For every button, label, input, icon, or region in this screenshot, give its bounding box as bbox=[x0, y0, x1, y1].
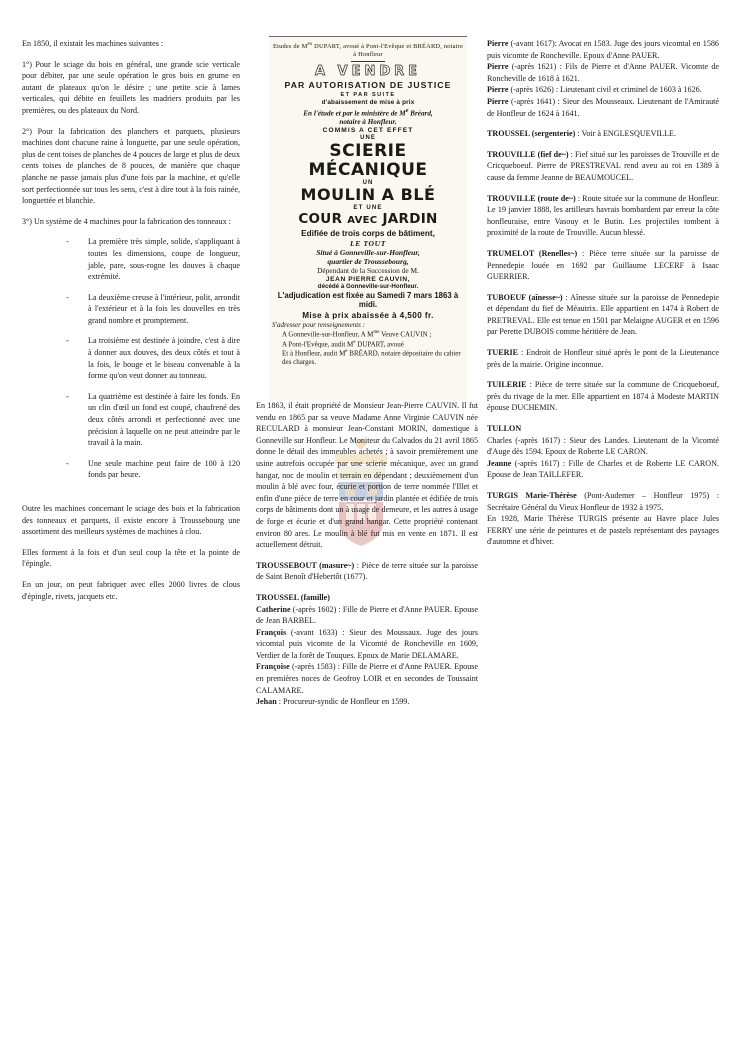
troussel-member-pierre-1626 bbox=[487, 84, 719, 96]
entry-headword: TULLON bbox=[487, 424, 522, 434]
ad-divider-rule bbox=[351, 61, 385, 62]
member-dates: (-après 1621) : bbox=[508, 62, 566, 72]
member-dates: (-après 1617) : bbox=[511, 435, 570, 445]
paragraph-intro: En 1850, il existait les machines suivantes : bbox=[22, 39, 164, 48]
list-item-text: La deuxième creuse à l'intérieur, polit, arrondit à l'extérieur et à la fois les douvelles en très grand nombre et promptement. bbox=[88, 292, 240, 325]
paragraph-item-1: 1°) Pour le sciage du bois en général, une grande scie verticale pour débiter, par une seule opération le gros bois en grume en autant de plateaux qu'on le désire ; une petite scie à lames verticales, qui débite en feuillets les madriers produits par les premières, ou des plateaux du Nord. bbox=[22, 59, 240, 115]
entry-separator: : bbox=[575, 129, 582, 139]
entry-separator: : bbox=[568, 149, 575, 159]
entry-separator: : bbox=[577, 248, 590, 258]
member-name: Pierre bbox=[487, 96, 509, 106]
troussel-member-pierre-1621 bbox=[487, 61, 719, 84]
ad-jean-pierre-cauvin: JEAN PIERRE CAUVIN, bbox=[325, 275, 411, 283]
entry-body: Voir à ENGLESQUEVILLE. bbox=[581, 129, 676, 139]
entry-headword: TROUSSEL (sergenterie) bbox=[487, 129, 576, 139]
middle-text-column bbox=[256, 400, 478, 708]
paragraph-en-un-jour: En un jour, on peut fabriquer avec elles 2000 livres de clous d'épingle, rivets, jacquets etc. bbox=[22, 579, 240, 601]
tullon-member-jeanne bbox=[487, 458, 719, 481]
ad-contact-2-text: A Pont-l'Evêque, audit M bbox=[282, 339, 354, 348]
paragraph-elles: Elles forment à la fois et d'un seul coup la tête et la pointe de l'épingle. bbox=[22, 547, 240, 569]
member-dates: (-après 1617) : bbox=[511, 458, 569, 468]
entry-body: Route située sur la commune de Honfleur. Le 19 janvier 1888, les artilleurs havrais bombardent par erreur la côte honfleuraise, entre Vasouy et le Butin. Les projectiles tombent à proximité de la route de Trouville. Aucun blessé. bbox=[487, 193, 720, 238]
entry-headword: TUILERIE bbox=[487, 380, 527, 390]
ad-article-une: UNE bbox=[360, 135, 376, 142]
entry-turgis bbox=[487, 490, 719, 513]
member-name: Pierre bbox=[487, 39, 509, 48]
troussel-member-pierre-1617 bbox=[487, 38, 719, 61]
right-text-column bbox=[487, 38, 719, 557]
ad-avec-word: AVEC bbox=[347, 215, 378, 227]
member-dates: (-après 1641) : bbox=[508, 96, 563, 106]
entry-trumelot bbox=[487, 248, 719, 283]
ad-contact-3 bbox=[272, 348, 464, 366]
ad-contact-1 bbox=[272, 329, 431, 339]
entry-tuerie bbox=[487, 347, 719, 370]
ad-adjudication-date: L'adjudication est fixée au Samedi 7 mars 1863 à midi. bbox=[277, 290, 459, 309]
ad-title-scierie-mecanique: SCIERIE MÉCANIQUE bbox=[308, 141, 428, 181]
left-text-column bbox=[22, 38, 240, 611]
member-dates: (-après 1626) : bbox=[508, 85, 561, 95]
member-name: Pierre bbox=[487, 85, 509, 95]
member-name: François bbox=[256, 627, 287, 637]
bullet-dash: - bbox=[66, 458, 69, 468]
bullet-dash: - bbox=[66, 292, 69, 302]
entry-headword: TROUVILLE (fief de~) bbox=[487, 149, 569, 159]
ad-en-letude: En l'étude et par le ministère de Me Bréard, bbox=[303, 108, 433, 118]
machine-bullet-list bbox=[22, 236, 240, 481]
ad-contact-3-end: BRÉARD, notaire dépositaire du cahier des charges. bbox=[282, 349, 461, 367]
list-item bbox=[22, 236, 240, 282]
ad-abaissement-mise-a-prix: d'abaissement de mise à prix bbox=[321, 99, 415, 107]
ad-contact-2-end: DUPART, avoué bbox=[355, 339, 404, 348]
entry-headword: TROUVILLE (route de~) bbox=[487, 193, 576, 203]
ad-contact-1-sup: me bbox=[373, 329, 380, 335]
entry-body: Pièce de terre située sur la paroisse de Saint Benoît d'Hebertôt (1677). bbox=[256, 560, 479, 582]
member-body: Procureur-syndic de Honfleur en 1599. bbox=[283, 697, 410, 707]
entry-troussel-famille-heading bbox=[256, 592, 478, 604]
entry-separator: : bbox=[526, 380, 535, 390]
entry-tuilerie bbox=[487, 379, 719, 414]
member-dates: : bbox=[276, 697, 283, 707]
member-name: Françoise bbox=[256, 662, 290, 672]
entry-tuboeuf bbox=[487, 292, 719, 338]
bullet-dash: - bbox=[66, 391, 69, 401]
member-name: Jeanne bbox=[487, 458, 512, 468]
member-dates: (-après 1583) : bbox=[289, 662, 343, 672]
member-name: Charles bbox=[487, 435, 512, 445]
ad-contact-block bbox=[269, 329, 467, 367]
entry-body: Pièce terre située sur la paroisse de Pennedepie louée en 1692 par Guillaume LECERF à Isaac GUERRIER. bbox=[487, 248, 720, 282]
ad-contact-1-end: Veuve CAUVIN ; bbox=[379, 330, 432, 339]
entry-separator: : bbox=[354, 560, 362, 570]
tullon-member-charles bbox=[487, 435, 719, 458]
member-name: Jehan bbox=[256, 697, 277, 707]
list-item-text: La troisième est destinée à joindre, c'est à dire à donner aux douves, des deux côtés et tout à la fois, le bouge et le biseau convenable à la forme qu'on veut donner au tonneau. bbox=[88, 336, 240, 381]
ad-notaire-honfleur: notaire à Honfleur. bbox=[339, 117, 397, 126]
entry-troussel-sergenterie bbox=[487, 128, 719, 140]
troussel-member-pierre-1641 bbox=[487, 96, 719, 119]
entry-headword: TURGIS Marie-Thérèse bbox=[487, 491, 577, 500]
list-item-text: La quatrième est destinée à faire les fonds. En un clin d'œil un fond est coupé, chaufrené des deux côtés arrondi et perfectionné avec une précision à laquelle on ne peut atteindre par le travail à la main. bbox=[88, 391, 240, 448]
member-body: Fils de Pierre et d'Anne PAUER. Vicomte de Roncheville de 1618 à 1621. bbox=[487, 62, 719, 83]
member-dates: (-après 1602) : bbox=[290, 604, 343, 614]
member-body: Sieur des Mousseaux. Lieutenant de l'Amirauté de Honfleur de 1624 à 1641. bbox=[487, 96, 719, 118]
entry-headword: TROUSSEL (famille) bbox=[256, 592, 330, 602]
ad-commis-a-cet-effet: COMMIS A CET EFFET bbox=[322, 127, 414, 135]
ad-mise-a-prix: Mise à prix abaissée à 4,500 fr. bbox=[302, 310, 434, 320]
list-item bbox=[22, 335, 240, 381]
entry-separator: : bbox=[562, 292, 571, 302]
ad-par-autorisation-de-justice: PAR AUTORISATION DE JUSTICE bbox=[284, 80, 452, 91]
ad-decede-line: décédé à Gonneville-sur-Honfleur. bbox=[317, 282, 419, 290]
ad-le-tout: LE TOUT bbox=[350, 239, 386, 249]
bullet-dash: - bbox=[66, 237, 69, 247]
ad-cour-word: COUR bbox=[298, 211, 343, 228]
entry-body: Fief situé sur les paroisses de Trouville et de Cricqueboeuf. Pierre de PRESTREVAL rend aveu au roi en 1389 à cause da femme Jeanne de BEAUMOUCEL. bbox=[487, 149, 719, 182]
list-item bbox=[22, 458, 240, 481]
entry-body: Aînesse située sur la paroisse de Pennedepie et dépendant du fief de Méautrix. Elle appartient en 1474 à Robert de PRETREVAL. Elle est tenue en 1501 par Melaigne AUGER et en 1596 par Perette DUBOIS comme héritière de Jean. bbox=[487, 292, 719, 337]
member-body: Lieutenant civil et criminel de 1603 à 1626. bbox=[560, 85, 702, 95]
ad-contact-3-sup: e bbox=[345, 349, 348, 355]
bullet-dash: - bbox=[66, 336, 69, 346]
paragraph-1863-property: En 1863, il était propriété de Monsieur Jean-Pierre CAUVIN. Il fut vendu en 1865 par sa veuve Madame Anne Virginie CAUVIN née RECULARD à monsieur Jean-Constant MORIN, domestique à Gonneville sur Honfleur. Le Moniteur du Calvados du 21 avril 1865 donne le détail des immeubles achetés ; à savoir premièrement une usine autrefois occupée par une scierie mécanique, avec un grand hangar, noc de moulin et terrain en dépendant ; deuxièmement d'un moulin à blé avec four, écurie et portion de terre nommée l'Illet et enfin d'une pièce de terre en cour et jardin plantée et édifiée de trois corps de bâtiments dont un à usage de demeure, et les autres à usage de forge et écurie et d'un grand hangar. Cette propriété contenant environ 80 ares. Le moulin à blé fut mis en vente en 1871. Il est actuellement détruit. bbox=[256, 401, 478, 550]
entry-separator: : bbox=[575, 193, 583, 203]
entry-headword: TROUSSEBOUT (masure~) bbox=[256, 560, 355, 570]
entry-tullon-heading bbox=[487, 423, 719, 435]
ad-quartier-line: quartier de Troussebourg, bbox=[327, 257, 409, 267]
troussel-member-francoise bbox=[256, 661, 478, 696]
paragraph-item-2: 2°) Pour la fabrication des planchers et parquets, plusieurs machines dont chacune raine à longuette, par une seule opération, plus de cent toises de planches de 4 pouces de large et plus de deux cents toises de planches de 8 pouces, de manière que chaque planche ne passe jamais plus d'une fois par la machine, et qu'elle sort perfectionnée sur tous les sens, c'est à dire tout à la fois rainée, longuettée et blanchie. bbox=[22, 126, 240, 206]
entry-separator: : bbox=[518, 348, 527, 358]
ad-et-une: ET UNE bbox=[353, 205, 383, 212]
member-name: Pierre bbox=[487, 62, 509, 72]
entry-headword: TRUMELOT (Renelles~) bbox=[487, 248, 578, 258]
member-dates: (-avant 1633) : bbox=[286, 627, 350, 637]
ad-sadresser-line: S'adresser pour renseignements : bbox=[272, 320, 365, 329]
entry-body: Pièce de terre située sur la commune de Cricqueboeuf, près du rivage de la mer. Elle appartient en 1874 à Modeste MARTIN épouse DUCHEMIN. bbox=[487, 380, 719, 413]
list-item bbox=[22, 292, 240, 327]
entry-dates: (Pont-Audemer – Honfleur 1975) : bbox=[576, 491, 719, 500]
entry-troussebout bbox=[256, 560, 478, 583]
member-body: Fille de Pierre et d'Anne PAUER. Epouse en premières noces de Geofroy LOIR et en secondes de Toussaint CALAMARE. bbox=[256, 662, 478, 695]
ad-title-cour-avec-jardin bbox=[269, 212, 467, 228]
ad-contact-2-sup: e bbox=[353, 339, 356, 345]
entry-headword: TUERIE bbox=[487, 348, 519, 358]
ad-et-par-suite: ET PAR SUITE bbox=[340, 92, 396, 99]
entry-turgis-para2: En 1928, Marie Thérèse TURGIS présente au Havre place Jules FERRY une série de peintures et de pastels représentant des paysages d'automne et d'hiver. bbox=[487, 514, 719, 547]
member-body: Sieur des Landes. Lieutenant de la Vicomté d'Auge dès 1594. Epoux de Roberte LE CARON. bbox=[487, 435, 719, 457]
paragraph-outre: Outre les machines concernant le sciage des bois et la fabrication des tonneaux et parquets, il existe encore à Troussebourg une assortiment des meilleurs systèmes de machines à clou. bbox=[22, 504, 240, 537]
ad-contact-2 bbox=[272, 339, 404, 349]
entry-headword: TUBOEUF (aînesse~) bbox=[487, 292, 563, 302]
entry-trouville-route bbox=[487, 193, 719, 239]
entry-body: Secrétaire Général du Vieux Honfleur de 1932 à 1975. bbox=[487, 502, 664, 512]
ad-headline-a-vendre: A VENDRE bbox=[314, 64, 422, 80]
ad-notaries-line: Etudes de $M^{es}$ DUPART, avoué à Pont-l'Evêque et BRÉARD, notaire à Honfleur bbox=[273, 41, 463, 59]
ad-edifice-line: Edifiée de trois corps de bâtiment, bbox=[301, 229, 435, 239]
list-item-text: La première très simple, solide, s'appliquant à toutes les dimensions, coupe de longueur, jable, pare, sous-rogne les douves à chaque extrémité. bbox=[88, 237, 240, 282]
list-item bbox=[22, 391, 240, 449]
newspaper-advertisement-clipping bbox=[269, 36, 467, 400]
list-item-text: Une seule machine peut faire de 100 à 120 fonds par heure. bbox=[88, 458, 240, 480]
troussel-member-catherine bbox=[256, 604, 478, 627]
member-body: Avocat en 1583. Juge des jours vicomtal en 1586 puis vicomte de Roncheville. Epoux d'Anne PAUER. bbox=[487, 39, 719, 60]
ad-title-moulin-a-ble: MOULIN A BLÉ bbox=[300, 185, 436, 205]
member-body: Sieur des Moussaux. Juge des jours vicomtal puis vicomte de la Vicomté de Roncheville en 1609, Verdier de la forêt de Touques. Epoux de Marie DELAMARE. bbox=[256, 627, 478, 660]
ad-contact-3-text: Et à Honfleur, audit M bbox=[282, 349, 346, 358]
entry-body: Endroit de Honfleur situé après le pont de la Lieutenance près de la mairie. Origine inconnue. bbox=[487, 348, 719, 369]
troussel-member-francois bbox=[256, 627, 478, 662]
ad-situe-line: Situé à Gonneville-sur-Honfleur, bbox=[316, 248, 420, 258]
troussel-member-jehan bbox=[256, 696, 478, 708]
member-body: Fille de Pierre et d'Anne PAUER. Epouse de Jean BARBEL. bbox=[256, 604, 478, 626]
paragraph-item-3: 3°) Un système de 4 machines pour la fabrication des tonneaux : bbox=[22, 216, 231, 226]
ad-jardin-word: JARDIN bbox=[382, 211, 438, 228]
member-dates: (-avant 1617): bbox=[508, 39, 559, 48]
entry-trouville-fief bbox=[487, 149, 719, 184]
ad-dependant-succession: Dépendant de la Succession de M. bbox=[317, 266, 419, 276]
ad-article-un: UN bbox=[362, 180, 374, 187]
ad-contact-1-text: A Gonneville-sur-Honfleur, A M bbox=[282, 330, 374, 339]
member-name: Catherine bbox=[256, 604, 291, 614]
member-body: Fille de Charles et de Roberte LE CARON. Epouse de Jean TAILLEFER. bbox=[487, 458, 719, 480]
